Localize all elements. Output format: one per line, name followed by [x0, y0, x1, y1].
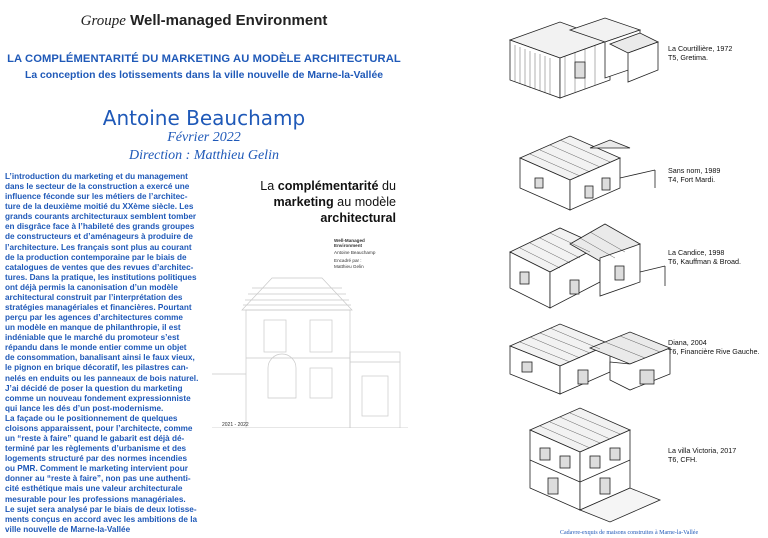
- abstract-line: un modèle en manque de philanthropie, il est: [5, 323, 181, 333]
- abstract-line: cloisons apparaissent, pour l’architecte, comme: [5, 423, 193, 433]
- abstract-line: architectural construit par l’interprétation des: [5, 292, 183, 302]
- cover-supervision-line2: Matthieu Gelin: [334, 264, 364, 269]
- date: Février 2022: [167, 130, 241, 145]
- abstract-line: catalogues de ventes que des revues d’architec-: [5, 262, 194, 272]
- house-caption: La Courtillière, 1972 T5, Gretima.: [668, 44, 733, 63]
- abstract-line: perçu par les agences d’architectures comme: [5, 313, 183, 323]
- house-candice: [510, 224, 665, 308]
- abstract-line: logements structuré par des normes incendies: [5, 454, 187, 464]
- house-sans-nom: [520, 136, 655, 210]
- cover-thumbnail: [212, 170, 408, 530]
- house-courtilliere: [510, 18, 658, 98]
- abstract-line: répandu dans le monde entier comme un objet: [5, 343, 187, 353]
- house-caption: Sans nom, 1989 T4, Fort Mardi.: [668, 166, 721, 185]
- abstract-line: L’introduction du marketing et du management: [5, 172, 188, 181]
- house-caption: La villa Victoria, 2017 T6, CFH.: [668, 446, 737, 465]
- abstract-line: ville nouvelle de Marne-la-Vallée: [5, 524, 131, 534]
- abstract-line: nelés en enduits ou les panneaux de bois naturel.: [5, 373, 199, 383]
- abstract-line: La façade ou le positionnement de quelques: [5, 413, 178, 423]
- abstract-line: donner au “reste à faire”, non pas une authenti-: [5, 474, 191, 484]
- house-caption: Diana, 2004 T6, Financière Rive Gauche.: [668, 338, 760, 357]
- abstract-line: indéniable que le marché du promoteur s’est: [5, 333, 180, 343]
- abstract-line: comme un nouveau fondement expressionniste: [5, 393, 191, 403]
- abstract-line: J’ai décidé de poser la question du marketing: [5, 383, 183, 393]
- abstract-line: grands courants architecturaux semblent tomber: [5, 212, 197, 222]
- abstract-line: ments conçus en accord avec les ambitions de la: [5, 514, 198, 524]
- abstract-line: Le sujet sera analysé par le biais de deux lotisse-: [5, 504, 197, 514]
- abstract-line: dans le secteur de la construction a exercé une: [5, 182, 190, 192]
- cover-title: La complémentarité du marketing au modèle architectural: [260, 179, 396, 225]
- house-diana: [510, 324, 670, 394]
- author-name: Antoine Beauchamp: [102, 106, 306, 130]
- headline: LA COMPLÉMENTARITÉ DU MARKETING AU MODÈLE ARCHITECTURAL: [7, 53, 401, 65]
- abstract-line: mesurable pour les professions managériales.: [5, 494, 186, 504]
- abstract-line: qui lance les dés d’un post-modernisme.: [5, 403, 164, 413]
- direction: Direction : Matthieu Gelin: [129, 148, 279, 163]
- illustration-caption: Cadavre-exquis de maisons construites à Marne-la-Vallée: [560, 530, 699, 536]
- abstract-line: ont déjà permis la canonisation d’un modèle: [5, 282, 178, 292]
- abstract-text: [5, 172, 207, 535]
- abstract-line: ou PMR. Comment le marketing intervient pour: [5, 464, 188, 474]
- abstract-line: le pignon en brique décoratif, les pilastres can-: [5, 363, 189, 373]
- group-prefix: Groupe: [80, 13, 126, 29]
- abstract-line: cité esthétique mais une valeur architecturale: [5, 484, 183, 494]
- subline: La conception des lotissements dans la ville nouvelle de Marne-la-Vallée: [24, 70, 384, 81]
- cover-years: 2021 - 2022: [222, 422, 249, 428]
- abstract-line: de consommation, banalisant ainsi le faux vieux,: [5, 353, 195, 363]
- abstract-line: influence féconde sur les métiers de l’architec-: [5, 192, 188, 202]
- cover-group: Well-Managed Environment: [334, 238, 365, 248]
- abstract-line: l’architecture. Les français sont plus au courant: [5, 242, 192, 252]
- abstract-line: en disgrâce face à l’habileté des grands groupes: [5, 222, 195, 232]
- abstract-line: un “reste à faire” quand le gabarit est déjà dé-: [5, 434, 185, 444]
- abstract-line: tures. Dans la pratique, les institutions politiques: [5, 272, 197, 282]
- group-name: Well-managed Environment: [130, 12, 328, 29]
- cover-author: Antoine Beauchamp: [334, 250, 376, 255]
- house-villa-victoria: [530, 408, 660, 522]
- cover-supervision-line1: Encadré par :: [334, 258, 362, 263]
- group-header: [0, 12, 408, 30]
- cover-house-drawing: [212, 268, 408, 428]
- abstract-line: de constructeurs et d’aménageurs à produire de: [5, 232, 193, 242]
- abstract-line: de la production contemporaine par le biais de: [5, 252, 187, 262]
- house-caption: La Candice, 1998 T6, Kauffman & Broad.: [668, 248, 741, 267]
- abstract-line: terminé par les règlements d’urbanisme et des: [5, 444, 187, 454]
- abstract-line: ture de la deuxième moitié du XXème siècle. Les: [5, 202, 194, 212]
- abstract-line: stratégies managériales et financières. Pourtant: [5, 303, 192, 313]
